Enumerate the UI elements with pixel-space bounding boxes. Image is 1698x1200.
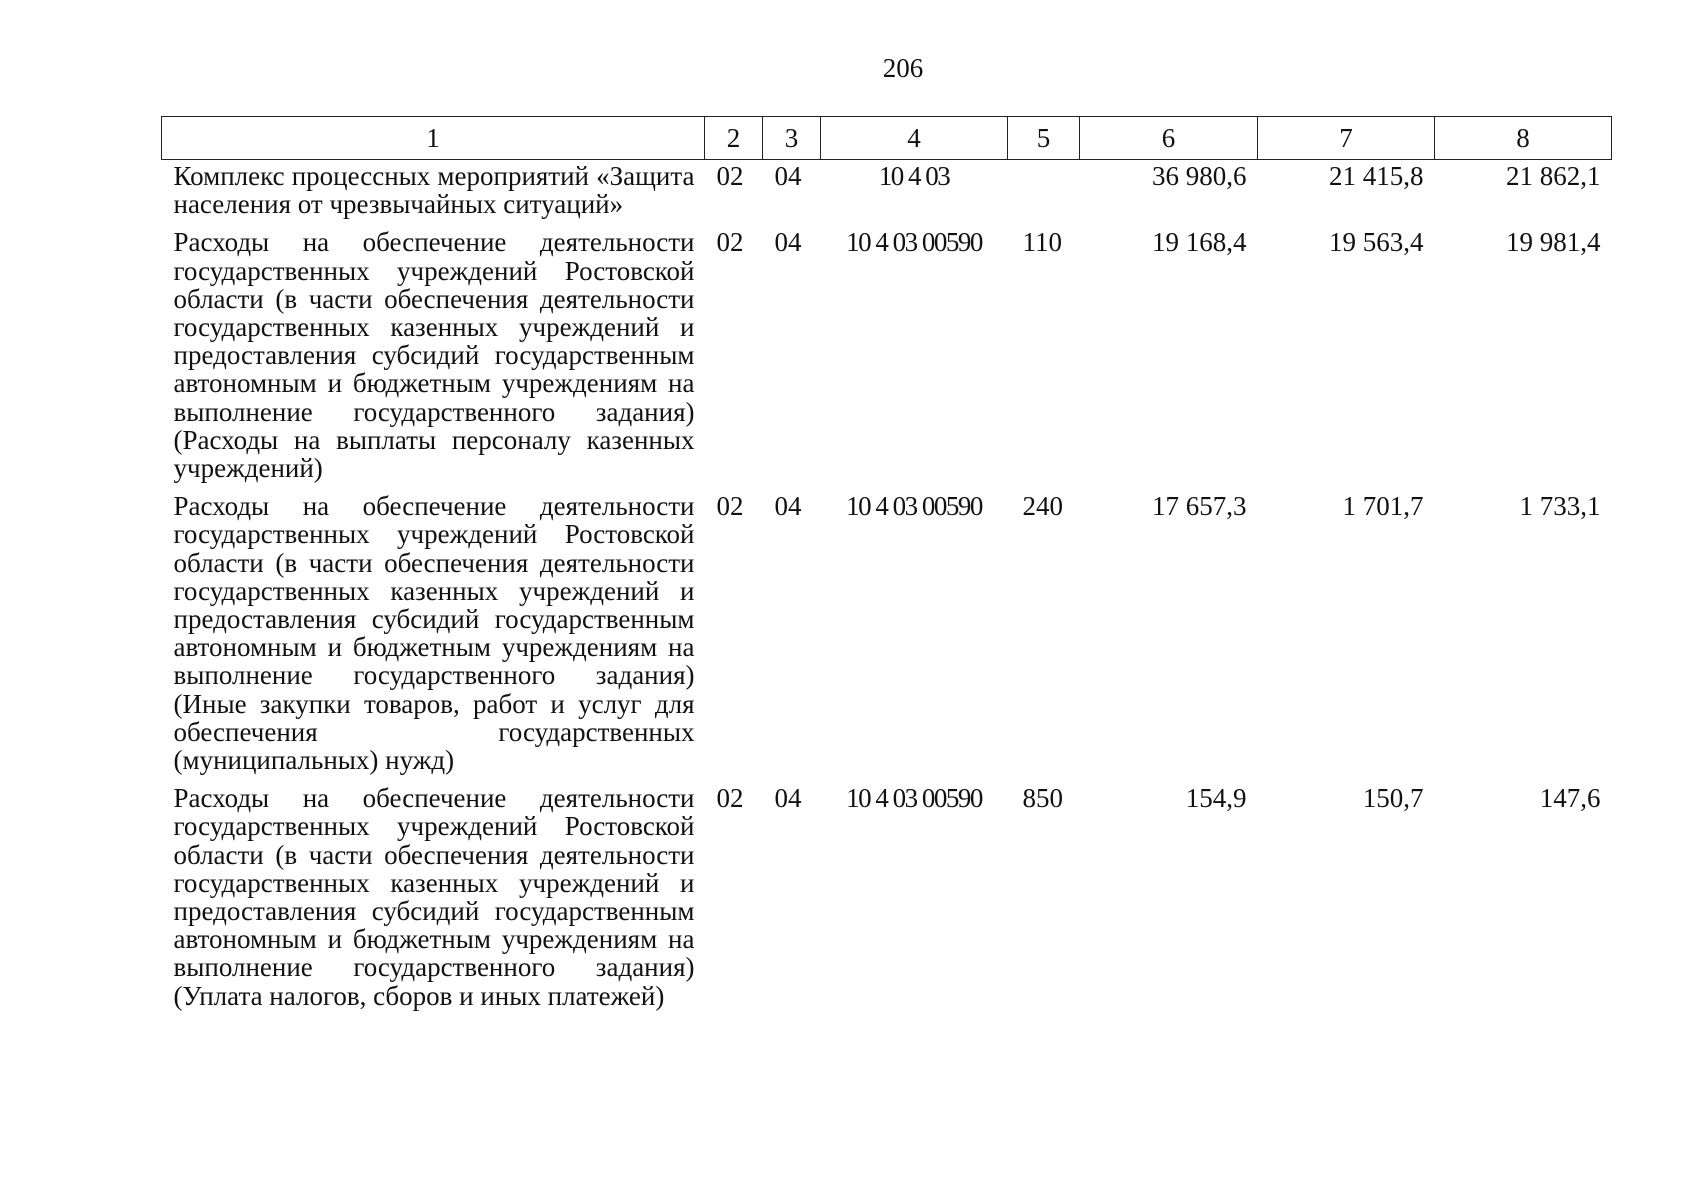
subsection-code: 04 [774,227,802,258]
expense-name: Расходы на обеспечение деятельности государственных учреждений Ростовской области (в части обеспечения деятельности государственных казенных учреждений и предоставления субсидий государственным автономным и бюджетным учреждениям на выполнение государственного задания) (Расходы на выплаты персоналу казенных учреждений) [173,227,695,484]
amount-year-3: 1 733,1 [1519,491,1601,522]
amount-year-2: 21 415,8 [1329,161,1424,191]
expense-type-code: 110 [1022,227,1062,258]
amount-year-3: 21 862,1 [1506,161,1601,191]
amount-year-2: 150,7 [1362,783,1424,814]
column-header-8: 8 [1435,117,1612,160]
amount-year-1: 17 657,3 [1152,491,1247,522]
expense-type-code: 240 [1022,491,1063,522]
table-row [162,492,1612,784]
expense-name: Комплекс процессных мероприятий «Защита населения от чрезвычайных ситуаций» [173,161,695,220]
section-code: 02 [716,227,744,258]
column-header-3: 3 [763,117,821,160]
amount-year-1: 36 980,6 [1152,161,1247,191]
expense-name: Расходы на обеспечение деятельности государственных учреждений Ростовской области (в части обеспечения деятельности государственных казенных учреждений и предоставления субсидий государственным автономным и бюджетным учреждениям на выполнение государственного задания) (Иные закупки товаров, работ и услуг для обеспечения государственных (муниципальных) нужд) [173,491,695,776]
subsection-code: 04 [774,783,802,814]
column-header-1: 1 [162,117,705,160]
section-code: 02 [716,491,744,522]
column-header-7: 7 [1258,117,1435,160]
target-article-code: 10 4 03 00590 [846,491,982,522]
section-code: 02 [716,783,744,814]
column-header-6: 6 [1080,117,1258,160]
table-row [162,228,1612,492]
target-article-code: 10 4 03 00590 [846,227,982,258]
section-code: 02 [716,161,744,191]
amount-year-2: 1 701,7 [1342,491,1424,522]
amount-year-2: 19 563,4 [1329,227,1424,258]
expense-type-code [1008,160,1080,229]
budget-table [161,116,1612,1020]
table-header-row [162,117,1612,160]
amount-year-3: 19 981,4 [1506,227,1601,258]
column-header-2: 2 [705,117,763,160]
column-header-5: 5 [1008,117,1080,160]
subsection-code: 04 [774,491,802,522]
target-article-code: 10 4 03 [878,161,950,191]
amount-year-1: 19 168,4 [1152,227,1247,258]
column-header-4: 4 [821,117,1008,160]
table-row [162,160,1612,229]
amount-year-1: 154,9 [1185,783,1247,814]
expense-type-code: 850 [1022,783,1063,814]
subsection-code: 04 [774,161,802,191]
expense-name: Расходы на обеспечение деятельности государственных учреждений Ростовской области (в части обеспечения деятельности государственных казенных учреждений и предоставления субсидий государственным автономным и бюджетным учреждениям на выполнение государственного задания) (Уплата налогов, сборов и иных платежей) [173,783,695,1011]
page-number: 206 [882,53,924,83]
target-article-code: 10 4 03 00590 [846,783,982,814]
table-row [162,784,1612,1020]
amount-year-3: 147,6 [1539,783,1601,814]
